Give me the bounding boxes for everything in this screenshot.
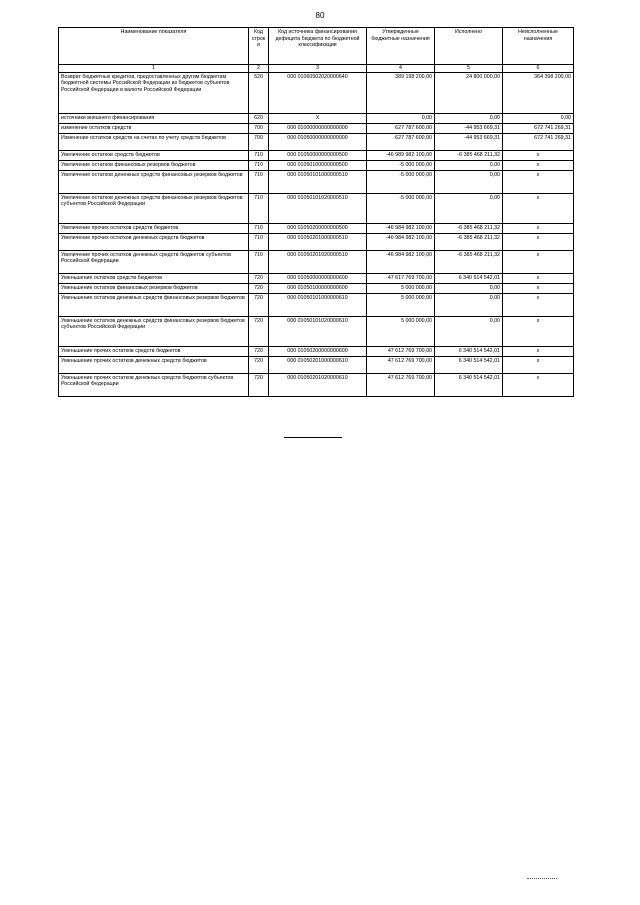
table-body (59, 72, 574, 396)
margin-mark (527, 878, 557, 879)
row-unexecuted: 672 741 269,31 (503, 133, 574, 150)
table-row (59, 293, 574, 316)
row-approved: 5 000 000,00 (367, 316, 435, 346)
row-approved: -46 989 982 100,00 (367, 150, 435, 160)
row-unexecuted: x (503, 316, 574, 346)
row-name: Уменьшение остатков средств бюджетов (59, 273, 249, 283)
row-executed: 0,00 (435, 160, 503, 170)
row-name: источники внешнего финансирования (59, 113, 249, 123)
column-number-row (59, 65, 574, 73)
row-code: 710 (249, 250, 269, 273)
row-executed: 0,00 (435, 193, 503, 223)
row-unexecuted: x (503, 150, 574, 160)
row-approved: 47 612 769 700,00 (367, 373, 435, 396)
column-header-unexecuted: Неисполненные назначения (503, 28, 574, 65)
row-source-code: 000 01050201000000510 (269, 233, 367, 250)
column-header-name: Наименование показателя (59, 28, 249, 65)
row-name: Уменьшение прочих остатков денежных средств бюджетов (59, 356, 249, 373)
row-approved: -46 984 982 100,00 (367, 233, 435, 250)
row-approved: -46 984 982 100,00 (367, 223, 435, 233)
row-source-code: 000 01050100000000600 (269, 283, 367, 293)
row-code: 710 (249, 160, 269, 170)
budget-deficit-sources-table (58, 27, 574, 397)
row-executed: 0,00 (435, 170, 503, 193)
row-source-code: 000 01050000000000000 (269, 133, 367, 150)
row-source-code: 000 01050101000000610 (269, 293, 367, 316)
column-number: 4 (367, 65, 435, 73)
row-unexecuted: x (503, 293, 574, 316)
row-code: 700 (249, 133, 269, 150)
table-row (59, 356, 574, 373)
row-unexecuted: x (503, 273, 574, 283)
row-unexecuted: 672 741 269,31 (503, 123, 574, 133)
row-approved: -5 000 000,00 (367, 170, 435, 193)
table-row (59, 316, 574, 346)
table-row (59, 346, 574, 356)
row-executed: -6 385 468 211,32 (435, 250, 503, 273)
column-header-code: Код строк и (249, 28, 269, 65)
row-unexecuted: x (503, 193, 574, 223)
row-code: 720 (249, 273, 269, 283)
table-row (59, 123, 574, 133)
column-header-source-code: Код источника финансирования дефицита бюджета по бюджетной классификации (269, 28, 367, 65)
row-unexecuted: x (503, 233, 574, 250)
row-executed: 6 340 514 542,01 (435, 356, 503, 373)
row-executed: 24 800 000,00 (435, 72, 503, 113)
row-name: Увеличение остатков финансовых резервов бюджетов (59, 160, 249, 170)
row-name: Увеличение прочих остатков денежных средств бюджетов субъектов Российской Федерации (59, 250, 249, 273)
row-approved: 0,00 (367, 113, 435, 123)
row-unexecuted: x (503, 356, 574, 373)
row-code: 720 (249, 316, 269, 346)
table-row (59, 133, 574, 150)
row-name: Уменьшение остатков финансовых резервов бюджетов (59, 283, 249, 293)
row-approved: 389 198 200,00 (367, 72, 435, 113)
row-unexecuted: 364 398 200,00 (503, 72, 574, 113)
column-number: 1 (59, 65, 249, 73)
row-executed: 6 340 514 542,01 (435, 346, 503, 356)
row-code: 710 (249, 193, 269, 223)
row-name: Уменьшение остатков денежных средств финансовых резервов бюджетов субъектов Российской Федерации (59, 316, 249, 346)
row-name: Увеличение прочих остатков денежных средств бюджетов (59, 233, 249, 250)
row-executed: 0,00 (435, 113, 503, 123)
row-code: 710 (249, 233, 269, 250)
row-approved: 627 787 600,00 (367, 123, 435, 133)
column-number: 2 (249, 65, 269, 73)
row-approved: 5 000 000,00 (367, 283, 435, 293)
row-source-code: 000 01050101000000510 (269, 170, 367, 193)
row-name: Изменение остатков средств на счетах по учету средств бюджетов (59, 133, 249, 150)
row-approved: 47 612 769 700,00 (367, 356, 435, 373)
table-row (59, 273, 574, 283)
page-number: 80 (315, 11, 325, 20)
column-number: 3 (269, 65, 367, 73)
row-source-code: 000 01050201020000510 (269, 250, 367, 273)
row-unexecuted: x (503, 160, 574, 170)
row-source-code: 000 01050100000000500 (269, 160, 367, 170)
row-name: изменение остатков средств (59, 123, 249, 133)
row-name: Уменьшение остатков денежных средств финансовых резервов бюджетов (59, 293, 249, 316)
row-approved: 47 617 769 700,00 (367, 273, 435, 283)
row-source-code: 000 01050101020000510 (269, 193, 367, 223)
row-name: Возврат бюджетных кредитов, предоставленных другим бюджетам бюджетной системы Российской Федерации из бюджетов субъектов Российской Федерации в валюте Российской Федерации (59, 72, 249, 113)
row-unexecuted: x (503, 250, 574, 273)
row-source-code: 000 01050101020000610 (269, 316, 367, 346)
row-name: Увеличение остатков денежных средств финансовых резервов бюджетов субъектов Российской Федерации (59, 193, 249, 223)
row-source-code: 000 01050201020000610 (269, 373, 367, 396)
row-unexecuted: 0,00 (503, 113, 574, 123)
row-code: 520 (249, 72, 269, 113)
row-approved: -46 984 982 100,00 (367, 250, 435, 273)
row-name: Увеличение прочих остатков средств бюджетов (59, 223, 249, 233)
row-source-code: 000 01050201000000610 (269, 356, 367, 373)
header-row (59, 28, 574, 65)
row-code: 710 (249, 223, 269, 233)
row-name: Увеличение остатков средств бюджетов (59, 150, 249, 160)
row-code: 720 (249, 373, 269, 396)
row-approved: 47 612 769 700,00 (367, 346, 435, 356)
table-row (59, 193, 574, 223)
row-source-code: 000 01000000000000000 (269, 123, 367, 133)
row-source-code: X (269, 113, 367, 123)
row-unexecuted: x (503, 170, 574, 193)
row-source-code: 000 01050200000000600 (269, 346, 367, 356)
row-name: Увеличение остатков денежных средств финансовых резервов бюджетов (59, 170, 249, 193)
row-code: 710 (249, 150, 269, 160)
table-row (59, 113, 574, 123)
row-approved: -5 000 000,00 (367, 160, 435, 170)
row-source-code: 000 01050000000000600 (269, 273, 367, 283)
table-row (59, 283, 574, 293)
row-executed: 0,00 (435, 283, 503, 293)
row-executed: -6 385 468 211,32 (435, 223, 503, 233)
row-source-code: 000 01050000000000500 (269, 150, 367, 160)
row-unexecuted: x (503, 373, 574, 396)
row-executed: 0,00 (435, 293, 503, 316)
table-row (59, 72, 574, 113)
row-code: 710 (249, 170, 269, 193)
row-executed: -6 385 468 211,32 (435, 233, 503, 250)
row-approved: -5 000 000,00 (367, 193, 435, 223)
row-approved: 627 787 600,00 (367, 133, 435, 150)
column-number: 6 (503, 65, 574, 73)
row-executed: 6 340 514 542,01 (435, 273, 503, 283)
column-header-executed: Исполнено (435, 28, 503, 65)
row-executed: 6 340 514 542,01 (435, 373, 503, 396)
table-row (59, 373, 574, 396)
row-unexecuted: x (503, 346, 574, 356)
row-approved: 5 000 000,00 (367, 293, 435, 316)
end-of-table-rule (284, 437, 342, 438)
row-source-code: 000 01060502020000640 (269, 72, 367, 113)
row-code: 720 (249, 293, 269, 316)
row-executed: -44 953 669,31 (435, 123, 503, 133)
column-header-approved: Утвержденные бюджетные назначения (367, 28, 435, 65)
table-row (59, 223, 574, 233)
row-executed: -6 385 468 211,32 (435, 150, 503, 160)
row-executed: 0,00 (435, 316, 503, 346)
row-unexecuted: x (503, 283, 574, 293)
table-row (59, 250, 574, 273)
table-row (59, 233, 574, 250)
table-row (59, 150, 574, 160)
row-code: 720 (249, 356, 269, 373)
table-row (59, 160, 574, 170)
row-code: 700 (249, 123, 269, 133)
row-executed: -44 953 669,31 (435, 133, 503, 150)
table-row (59, 170, 574, 193)
row-name: Уменьшение прочих остатков средств бюджетов (59, 346, 249, 356)
row-source-code: 000 01050200000000500 (269, 223, 367, 233)
row-name: Уменьшение прочих остатков денежных средств бюджетов субъектов Российской Федерации (59, 373, 249, 396)
column-number: 5 (435, 65, 503, 73)
row-code: 720 (249, 346, 269, 356)
row-code: 720 (249, 283, 269, 293)
row-code: 620 (249, 113, 269, 123)
row-unexecuted: x (503, 223, 574, 233)
